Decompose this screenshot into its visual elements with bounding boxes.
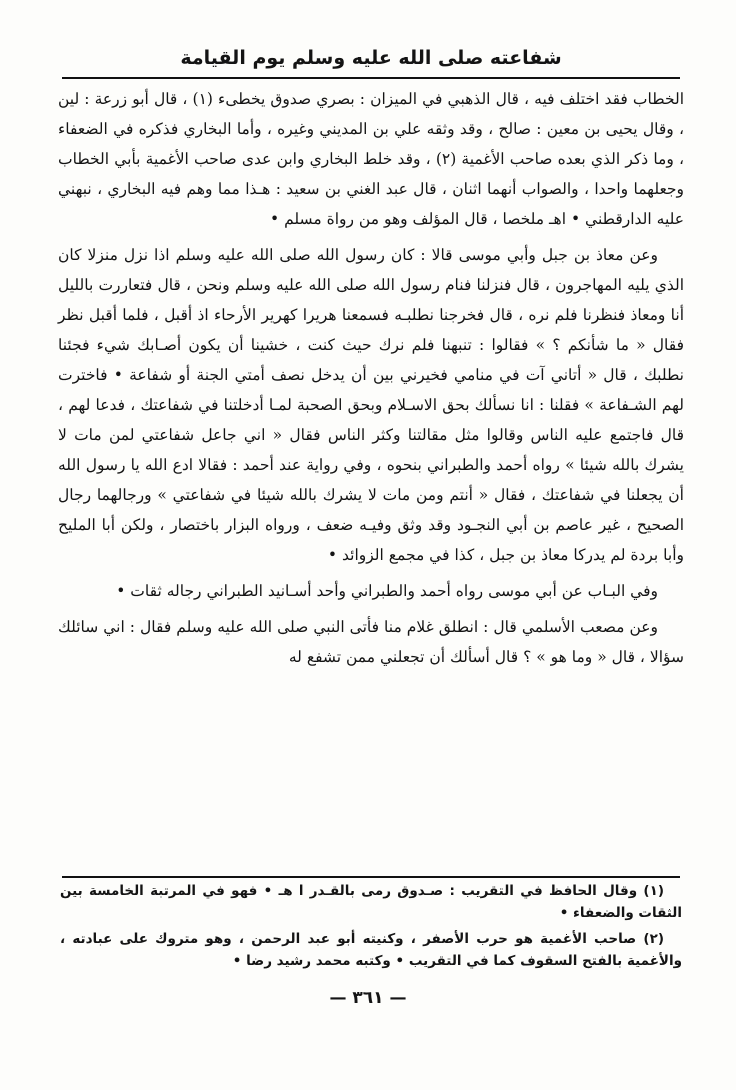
footnote-1: (١) وقال الحافظ في التقريب : صـدوق رمى بالقـدر ا هـ • فهو في المرتبة الخامسة بين الثقات والضعفاء • xyxy=(60,883,682,921)
footnotes-rule xyxy=(62,876,680,878)
paragraph-hadith-muadh: وعن معاذ بن جبل وأبي موسى قالا : كان رسول الله صلى الله عليه وسلم اذا نزل منزلا كان الذي يليه المهاجرون ، قال فنزلنا فنام رسول الله صلى الله عليه وسلم ونحن ، قال فتعاررت بالليل أنا ومعاذ فنظرنا فلم نره ، قال فخرجنا نطلبـه فسمعنا هريرا كهرير الأرحاء اذ أقبل ، فلما أقبل نظر فقال « ما شأنكم ؟ » فقالوا : تنبهنا فلم نرك حيث كنت ، خشينا أن يكون أصـابك شيء فجئنا نطلبك ، قال « أتاني آت في منامي فخيرني بين أن يدخل نصف أمتي الجنة أو شفاعة • فاخترت لهم الشـفاعة » فقلنا : انا نسألك بحق الاسـلام وبحق الصحبة لمـا أدخلتنا في شفاعتك ، فدعا لهم ، قال فاجتمع عليه الناس وقالوا مثل مقالتنا وكثر الناس فقال « اني جاعل شفاعتي لمن مات لا يشرك بالله شيئا » رواه أحمد والطبراني بنحوه ، وفي رواية عند أحمد : فقالا ادع الله يا رسول الله أن يجعلنا في شفاعتك ، فقال « أنتم ومن مات لا يشرك بالله شيئا في شفاعتي » ورجالهما رجال الصحيح ، غير عاصم بن أبي النجـود وقد وثق وفيـه ضعف ، ورواه البزار باختصار ، ولكن أبا المليح وأبا بردة لم يدركا معاذ بن جبل ، كذا في مجمع الزوائد • xyxy=(58,246,684,564)
main-text xyxy=(58,84,684,678)
footnotes xyxy=(60,880,682,976)
header-rule xyxy=(62,77,680,79)
footnote-2: (٢) صاحب الأغمية هو حرب الأصفر ، وكنيته أبو عبد الرحمن ، وهو متروك على عبادته ، والأغمية بالفتح السقوف كما في التقريب • وكتبه محمد رشيد رضا • xyxy=(60,931,682,969)
paragraph-abu-musa: وفي البـاب عن أبي موسى رواه أحمد والطبراني وأحد أسـانيد الطبراني رجاله ثقات • xyxy=(116,582,658,600)
paragraph-continuation: الخطاب فقد اختلف فيه ، قال الذهبي في الميزان : بصري صدوق يخطىء (١) ، قال أبو زرعة : لين ، وقال يحيى بن معين : صالح ، وقد وثقه علي بن المديني وغيره ، وأما البخاري فذكره في الضعفاء ، وما ذكر الذي بعده صاحب الأغمية (٢) ، وقد خلط البخاري وابن عدى صاحب الأغمية بأبي الخطاب وجعلهما واحدا ، والصواب أنهما اثنان ، قال عبد الغني بن سعيد : هـذا مما وهم فيه البخاري ، نبهني عليه الدارقطني • اهـ ملخصا ، قال المؤلف وهو من رواة مسلم • xyxy=(58,90,685,228)
paragraph-musab: وعن مصعب الأسلمي قال : انطلق غلام منا فأتى النبي صلى الله عليه وسلم فقال : اني سائلك سؤالا ، قال « وما هو » ؟ قال أسألك أن تجعلني ممن تشفع له xyxy=(58,618,684,666)
running-header: شفاعته صلى الله عليه وسلم يوم القيامة xyxy=(180,47,562,69)
page-number: — ٣٦١ — xyxy=(329,988,407,1008)
